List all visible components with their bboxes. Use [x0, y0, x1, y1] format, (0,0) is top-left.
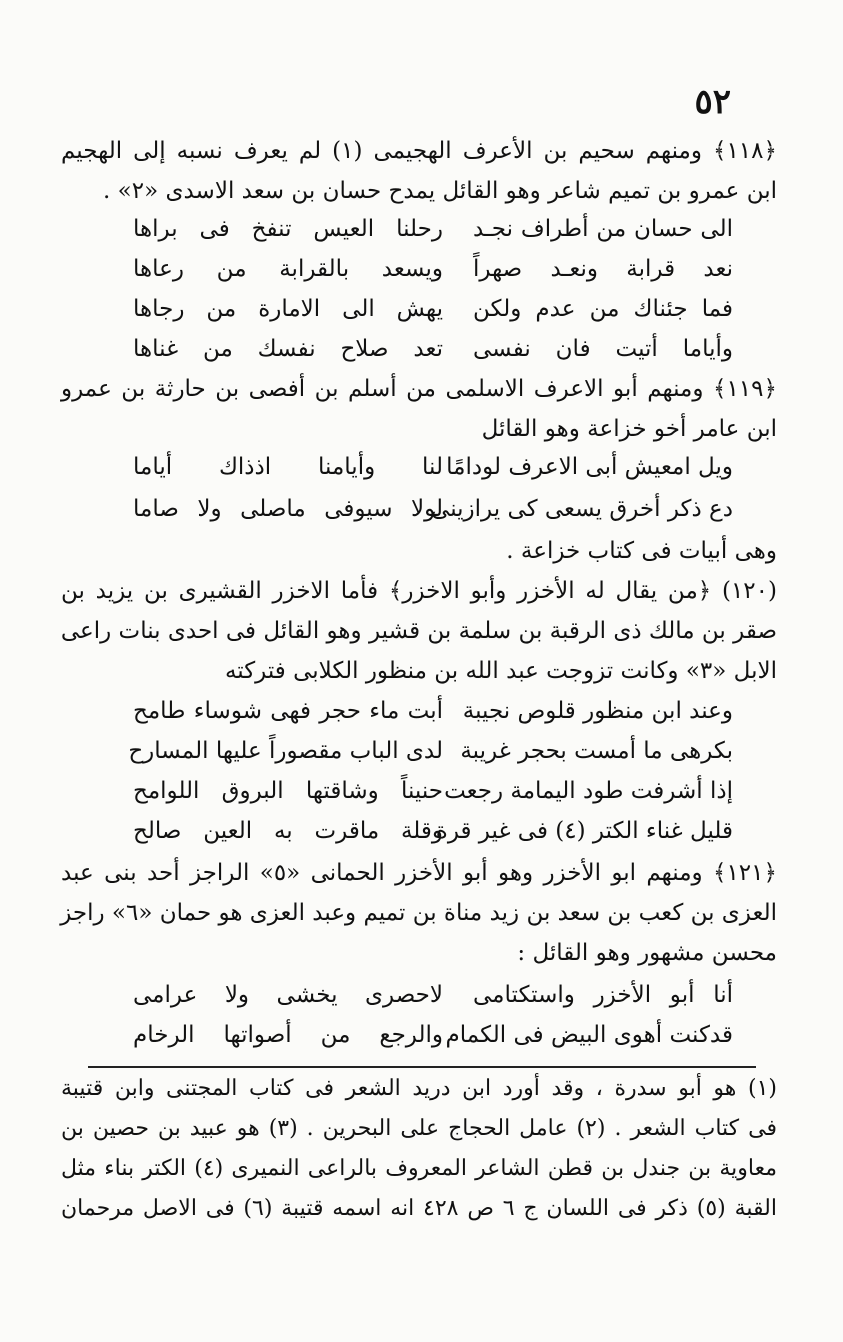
verse-second-hemistich: ويسعد بالقرابة من رعاها [133, 256, 443, 282]
verse-first-hemistich: قدكنت أهوى البيض فى الكمام [445, 1022, 733, 1048]
entry-118-line-2: ابن عمرو بن تميم شاعر وهو القائل يمدح حسان بن سعد الاسدى «٢» . [103, 178, 777, 204]
verse-120-4 [133, 816, 733, 850]
footnote-line-4: القبة (٥) ذكر فى اللسان ج ٦ ص ٤٢٨ انه اسمه قتيبة (٦) فى الاصل مرحمان [61, 1196, 777, 1221]
verse-120-1 [133, 696, 733, 730]
verse-120-3 [133, 776, 733, 810]
entry-121-line-2: العزى بن كعب بن سعد بن زيد مناة بن تميم وعبد العزى هو حمان «٦» راجز [60, 900, 777, 926]
verse-second-hemistich: لولا سيوفى ماصلى ولا صاما [133, 496, 443, 522]
verse-first-hemistich: فما جئناك من عدم ولكن [473, 296, 733, 322]
verse-second-hemistich: وقلة ماقرت به العين صالح [133, 818, 443, 844]
entry-119-tail: وهى أبيات فى كتاب خزاعة . [506, 538, 777, 564]
entry-120-line-1: (١٢٠) ﴿من يقال له الأخزر وأبو الاخزر﴾ فأما الاخزر القشيرى بن يزيد بن [61, 578, 777, 604]
verse-first-hemistich: وعند ابن منظور قلوص نجيبة [462, 698, 733, 724]
entry-120-line-2: صقر بن مالك ذى الرقبة بن سلمة بن قشير وهو القائل فى احدى بنات راعى [60, 618, 777, 644]
verse-118-4 [133, 334, 733, 368]
verse-119-1 [133, 452, 733, 486]
verse-second-hemistich: لنا وأيامنا اذذاك أياما [133, 454, 443, 480]
verse-first-hemistich: إذا أشرفت طود اليمامة رجعت [444, 778, 733, 804]
verse-second-hemistich: حنيناً وشاقتها البروق اللوامح [133, 778, 443, 804]
entry-121-line-3: محسن مشهور وهو القائل : [517, 940, 777, 966]
verse-118-1 [133, 214, 733, 248]
verse-first-hemistich: وأياما أتيت فان نفسى [473, 336, 733, 362]
entry-118-line-1: ﴿١١٨﴾ ومنهم سحيم بن الأعرف الهجيمى (١) لم يعرف نسبه إلى الهجيم [61, 138, 777, 164]
verse-second-hemistich: رحلنا العيس تنفخ فى براها [133, 216, 443, 242]
verse-121-2 [133, 1020, 733, 1054]
verse-second-hemistich: تعد صلاح نفسك من غناها [133, 336, 443, 362]
entry-119-line-1: ﴿١١٩﴾ ومنهم أبو الاعرف الاسلمى من أسلم بن أفصى بن حارثة بن عمرو [61, 376, 777, 402]
verse-first-hemistich: ويل امعيش أبى الاعرف لودامًا [446, 454, 733, 480]
verse-121-1 [133, 980, 733, 1014]
page-number: ٥٢ [694, 82, 731, 122]
verse-first-hemistich: الى حسان من أطراف نجـد [473, 216, 733, 242]
footnote-line-2: فى كتاب الشعر . (٢) عامل الحجاج على البحرين . (٣) هو عبيد بن حصين بن [61, 1116, 777, 1141]
verse-first-hemistich: أنا أبو الأخزر واستكتامى [473, 982, 733, 1008]
verse-120-2 [128, 736, 733, 770]
verse-second-hemistich: والرجع من أصواتها الرخام [133, 1022, 443, 1048]
verse-first-hemistich: نعد قرابة ونعـد صهراً [473, 256, 733, 282]
footnote-line-3: معاوية بن جندل بن قطن الشاعر المعروف بالراعى النميرى (٤) الكتر بناء مثل [61, 1156, 777, 1181]
verse-first-hemistich: دع ذكر أخرق يسعى كى يرازينى [431, 496, 733, 522]
verse-118-2 [133, 254, 733, 288]
entry-121-line-1: ﴿١٢١﴾ ومنهم ابو الأخزر وهو أبو الأخزر الحمانى «٥» الراجز أحد بنى عبد [61, 860, 777, 886]
verse-second-hemistich: يهش الى الامارة من رجاها [133, 296, 443, 322]
verse-first-hemistich: بكرهى ما أمست بحجر غريبة [460, 738, 733, 764]
entry-120-line-3: الابل «٣» وكانت تزوجت عبد الله بن منظور الكلابى فتركته [224, 658, 777, 684]
footnote-line-1: (١) هو أبو سدرة ، وقد أورد ابن دريد الشعر فى كتاب المجتنى وابن قتيبة [61, 1076, 777, 1101]
verse-second-hemistich: أبت ماء حجر فهى شوساء طامح [133, 698, 443, 724]
entry-119-line-2: ابن عامر أخو خزاعة وهو القائل [481, 416, 777, 442]
verse-second-hemistich: لدى الباب مقصوراً عليها المسارح [128, 738, 443, 764]
footnote-divider [88, 1066, 756, 1068]
verse-118-3 [133, 294, 733, 328]
verse-119-2 [133, 494, 733, 528]
verse-second-hemistich: لاحصرى يخشى ولا عرامى [133, 982, 443, 1008]
verse-first-hemistich: قليل غناء الكتر (٤) فى غير قرة [435, 818, 733, 844]
